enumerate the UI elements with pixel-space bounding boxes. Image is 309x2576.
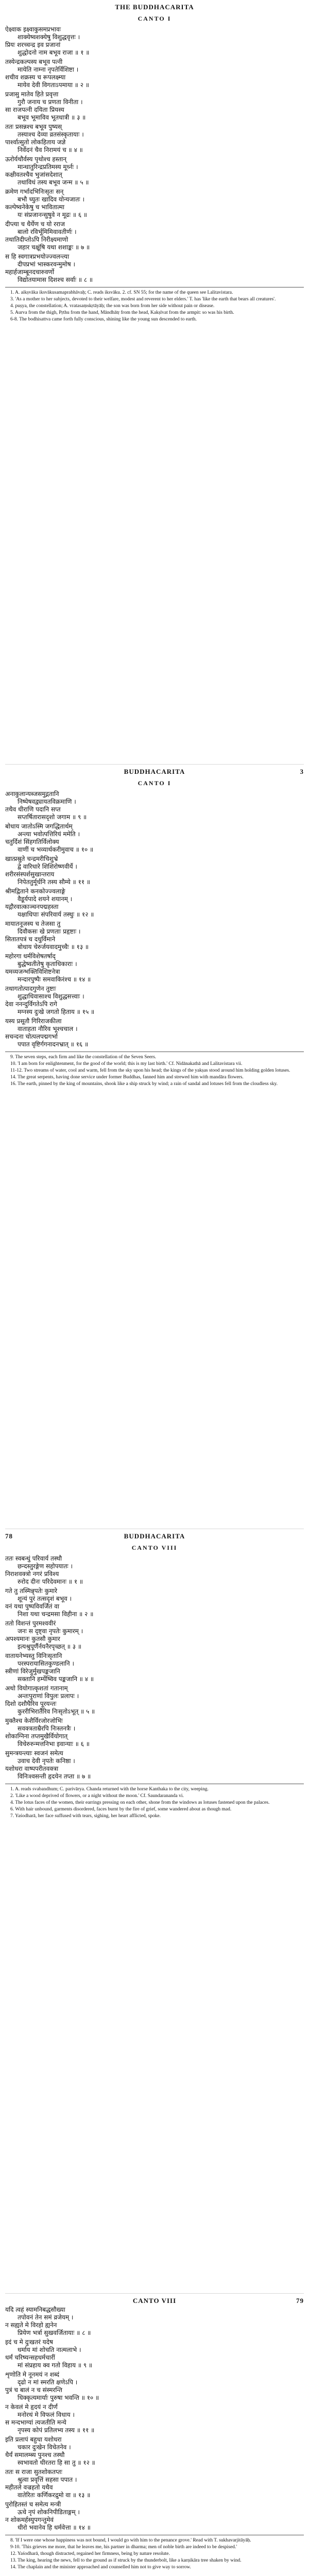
verse-line: न शोकमर्हस्युपगन्तुमेवं [5,2516,54,2523]
verse-line: छन्दस्तुरङ्गेण सहोपयातः । [18,1563,73,1570]
footnote: 7. Yaśodharā, her face suffused with tears, sighing, her heart afflicted, spoke. [10,1814,161,1819]
verse-line: चतुर्दिशं सिंहगतिर्विलोक्य [5,838,59,845]
verse-line: शोकाग्निना तप्तमुखैर्वियोगात् [5,1733,68,1740]
verse-line: दीप्त्या च धैर्येण च यो रराज [5,221,65,228]
footnote: 9. The seven steps, each firm and like the constellation of the Seven Seers. [10,1055,157,1060]
verse-line: उवाच देवी नृपतेः कनिष्ठा । [18,1757,75,1765]
verse-line: वातायनेभ्यस्तु विनिःसृतानि [5,1652,62,1659]
running-head [5,2,304,12]
running-head [5,1531,304,1541]
verse-line: अन्तःपुराणां विपुलः प्रलापः । [18,1692,79,1700]
verse-line: शरीरसंस्पर्शसुखान्तराय [5,871,55,878]
footnotes [5,1052,304,1087]
verse-line: दृढो न मां स्मरति क्षणेऽपि । [18,2379,78,2386]
verse-line: तस्येन्द्रकल्पस्य बभूव पत्नी [5,58,63,65]
verse-line: शृणोति मे नूनमयं न शब्दं [5,2371,60,2378]
verse-line: ततः स राजा सुतशोकतप्तः [5,2468,62,2476]
footnote: 16. The earth, pinned by the king of mountains, shook like a ship struck by wind; a rain of sandal and lotuses fell from the cloudless sky. [10,1081,278,1087]
verse-line: पपात वृष्टिर्गगनादनभ्रात् ॥ १६ ॥ [18,1041,89,1048]
verse-line: तथैव धीराणि पदानि सप्त [5,806,61,813]
verse-line: शचीव शक्रस्य च रूपलक्ष्म्या [5,74,66,81]
footnote: 4. The lotus faces of the women, their earrings pressing on each other, shone from the windows as lotuses fastened upon the palaces. [10,1800,270,1805]
verse-stanza [5,888,304,919]
verse-line: सुमन्त्रयन्त्याः स्वजनं समेत्य [5,1750,63,1757]
verse-stanza [5,1685,304,1716]
verse-stanza [5,2436,304,2467]
verse-line: वैडूर्यपादे शयने शयानम् । [18,895,73,903]
verse-line: यस्य प्रसूतौ गिरिराजकीला [5,1018,62,1025]
verse-line: स मन्दभाग्यां त्यजतीति मन्ये [5,2419,66,2426]
verse-line: तथागतोत्पादगुणेन तुष्टाः [5,985,56,992]
verse-line: स्त्रीणां विरेजुर्मुखपङ्कजानि [5,1668,60,1675]
verse-line: धर्मं चरिष्यन्सहधर्मचारीं [5,2354,55,2361]
verse-line: सा राजपत्नी दयिता प्रियस्य [5,106,64,113]
page-number-right: 79 [296,2297,304,2304]
verse-line: पुत्रं च बालं न च संस्मरन्ति [5,2386,63,2394]
verse-line: ततो विशन्तं पुरमश्ववीरं [5,1620,56,1627]
verse-line: बुद्धेष्वतीतेषु कृताधिकाराः । [18,960,77,968]
verse-line: क्रमेण गर्भादभिनिःसृतः सन् [5,188,64,195]
verse-line: विद्योतयामास दिशश्च सर्वाः ॥ ८ ॥ [18,276,93,283]
verse-stanza [5,1587,304,1618]
verse-line: धैर्यं समालम्ब्य पुनश्च तस्थौ [5,2451,65,2459]
verse-line: शून्यं पुरं तत्सदृशं बभूव । [18,1595,72,1602]
verse-line: श्रुत्वा प्रवृत्तिं सहसा पपात । [18,2476,77,2483]
verse-line: तथातिदीप्तोऽपि निरीक्ष्यमाणो [5,236,68,243]
verse-line: बभौ च्युतः खादिव योन्यजातः । [18,196,85,203]
footnote: 13. The king, hearing the news, fell to the ground as if struck by the thunderbolt, like a karṇikāra tree shaken by wind. [10,2558,242,2563]
verse-stanza [5,1555,304,1586]
verse-line: मायातनूजस्य च तेजसा तु [5,920,61,927]
running-title: THE BUDDHACARITA [115,3,194,11]
verse-line: मायेति नाम्ना नृपतेर्विशिष्टा । [18,66,79,73]
running-head [5,2296,304,2306]
footnote: 1. A. reads svabandhum; C. parivārya. Chanda returned with the horse Kanthaka to the city, weeping. [10,1787,209,1792]
verse-line: खात्प्रस्रुते चन्द्रमरीचिशुभ्रे [5,855,58,862]
verse-line: सवक्त्रताम्रैरपि निःस्तनत्रैः । [18,1725,76,1732]
running-title: CANTO VIII [132,2297,177,2304]
verse-stanza [5,2306,304,2337]
verse-line: श्रीमद्विताने कनकोज्ज्वलाङ्गे [5,888,65,895]
verse-stanza [5,26,304,57]
footnote: 9-10. 'This grieves me more, that he leaves me, his partner in dharma; men of noble birth are indeed to be despised.' [10,2545,237,2550]
verse-line: मान्धातुरिन्द्रप्रतिमस्य मूर्ध्नः । [18,163,78,171]
footnote: 11-12. Two streams of water, cool and warm, fell from the sky upon his head; the kings of the yakṣas stood around him holding golden lotuses. [10,1068,290,1073]
verse-stanza [5,790,304,821]
verse-line: अन्त्या भवोत्पत्तिरियं ममेति । [18,831,80,838]
verse-line: ऐक्ष्वाक इक्ष्वाकुसमप्रभावः [5,26,61,33]
verse-line: जहार चक्षूंषि यथा शशाङ्कः ॥ ७ ॥ [18,244,90,251]
verse-line: न सह्यते मे विरहो ह्यनेन [5,2321,57,2329]
verse-line: बभूव भूमाविव भूतधात्री ॥ ३ ॥ [18,114,86,121]
verse-line: मनोरथं मे विफलं विधाय । [18,2411,75,2418]
verse-line: महार्हजाम्बूनदचारुवर्णो [5,268,55,276]
verse-stanza [5,123,304,154]
verse-line: निष्पेषवद्व्यायतविक्रमाणि । [18,798,76,805]
verse-line: इति प्रलापं बहुधा यशोधरा [5,2436,62,2443]
verse-line: निर्वेदनं चैव निरामयं च ॥ ४ ॥ [18,146,83,154]
verse-line: निपेततुर्मूर्धनि तस्य सौम्ये ॥ ११ ॥ [18,878,91,886]
verse-line: गुरौ जनाय च प्रणता विनीता । [18,98,83,106]
canto-heading: CANTO I [138,15,171,22]
page-number-right: 3 [300,768,304,775]
verse-stanza [5,221,304,251]
verse-line: यशोधरा वाष्पपरीतवक्त्रा [5,1765,59,1772]
verse-line: मायेव देवी विगताऽपमाया ॥ २ ॥ [18,81,90,89]
verse-line: सक्तानि हर्म्येष्विव पङ्कजानि ॥ ४ ॥ [18,1675,94,1683]
verse-line: अनाकुलान्यब्जसमुद्गतानि [5,790,59,798]
verse-line: शुद्धोदनो नाम बभूव राजा ॥ १ ॥ [18,49,90,56]
verse-line: देवा ननन्दुर्विगतेऽपि रागे [5,1001,57,1008]
verse-line: चकार दुःखेन विचेतनेव । [18,2444,71,2451]
verse-line: वातेरितः कर्णिकरद्रुमो वा ॥ १३ ॥ [18,2492,91,2499]
verse-line: महोरगा धर्मविशेषतर्षाद् [5,953,56,960]
verse-line: बोधाय जातोऽस्मि जगद्धितार्थम् [5,823,73,830]
verse-line: वनं यथा पुष्पविवर्जितं वा [5,1603,60,1610]
verse-line: वाणीं च भव्यार्थकरीमुवाच ॥ १० ॥ [18,846,94,853]
verse-line: धिक्कृत्यमार्याः पुरुषा भवन्ति ॥ १० ॥ [18,2394,99,2401]
verse-line: प्रियेण भर्त्रा सुखवर्जितायाः ॥ ८ ॥ [18,2329,91,2336]
verse-line: तस्याश्च देव्या व्रतसंस्कृतायाः । [18,131,84,138]
verse-stanza [5,2338,304,2369]
canto-heading: CANTO VIII [131,1544,178,1551]
verse-line: पुरोहितस्तं च समेत्य मन्त्री [5,2501,61,2508]
verse-line: विनिःश्वसन्ती हृदयेन तप्ता ॥ ७ ॥ [18,1773,91,1780]
verse-stanza [5,1652,304,1683]
verse-line: कल्पेष्वनेकेषु च भावितात्मा [5,204,65,211]
canto-heading: CANTO I [138,779,171,787]
verse-line: परस्परायासितकुण्डलानि । [18,1660,75,1667]
verse-line: तपोवनं तेन समं व्रजेयम् । [18,2314,74,2321]
verse-line: जनः स दृष्ट्वा नृपतेः कुमारम् । [18,1628,83,1635]
verse-line: धर्माय मां शोचति नात्मलाभे । [18,2346,81,2353]
verse-line: ततः स्वबन्धुं परिवार्य तस्थौ [5,1555,62,1562]
footnote: 6. With hair unbound, garments disordered, faces burnt by the fire of grief, some wandered about as though mad. [10,1807,232,1812]
verse-line: यदि त्वहं स्यामनिबद्धसौख्या [5,2306,65,2313]
verse-line: दिशो दशौघैरिव पूरयन्तः [5,1700,57,1707]
verse-line: धीरो भवानेव हि धर्मवेत्ता ॥ १४ ॥ [18,2524,91,2531]
running-title: BUDDHACARITA [124,768,185,775]
footnote: 14. The great serpents, having done service under former Buddhas, fanned him and strewed him with mandāra flowers. [10,1075,244,1080]
footnote: 3. 'As a mother to her subjects, devoted to their welfare, modest and reverent to her elders.' T. has 'like the earth that bears all creatures'. [10,297,276,302]
verse-line: मन्दारपुष्पैः समवाकिरंश्च ॥ १४ ॥ [18,976,91,983]
running-title: BUDDHACARITA [124,1532,185,1540]
verse-stanza [5,1750,304,1781]
verse-line: दिवौकसः खे प्रणताः प्रहृष्टाः । [18,928,81,935]
verse-line: स्वभावतो धीरतरा हि सा तु ॥ १२ ॥ [18,2459,95,2466]
footnote: 2. 'Like a wood deprived of flowers, or a night without the moon.' Cf. Saundarananda vi. [10,1793,184,1799]
verse-line: गते तु तस्मिन्नृपतेः कुमारे [5,1587,57,1595]
verse-stanza [5,985,304,1016]
footnotes [5,287,304,323]
verse-stanza [5,58,304,89]
verse-line: इत्यश्रुपूर्णैर्नयनैरपृच्छत् ॥ ३ ॥ [18,1643,82,1650]
verse-line: रुरोद दीनः परिदेवमानः ॥ १ ॥ [18,1578,83,1585]
verse-line: सप्तर्षितारासदृशो जगाम ॥ ९ ॥ [18,814,87,821]
verse-line: महीतले वज्रहतो यथैव [5,2484,53,2491]
verse-line: शाक्येष्वशक्येषु विशुद्धवृत्तः । [18,33,80,41]
verse-line: वाताहता नौरिव भूश्चचाल । [18,1025,78,1032]
verse-line: तथाविधं तस्य बभूव जन्म ॥ ५ ॥ [18,179,89,186]
verse-line: सचन्दना चोत्पलपद्मगर्भा [5,1033,58,1040]
verse-line: कुररीभिरार्तैरिव निःसृतोऽभूत् ॥ ५ ॥ [18,1708,95,1715]
verse-line: सितातपत्रं च दधुर्विमाने [5,936,56,943]
verse-stanza [5,823,304,854]
verse-line: स हि स्वगात्रप्रभयोज्ज्वलन्त्या [5,253,70,260]
verse-stanza [5,1717,304,1748]
verse-line: विचेरुरुन्मत्तनिभा इवान्याः ॥ ६ ॥ [18,1740,90,1748]
verse-stanza [5,953,304,984]
footnote: 12. Yaśodharā, though distracted, regained her firmness, being by nature resolute. [10,2551,170,2556]
verse-stanza [5,253,304,284]
footnote: 4. puṣya, the constellation; A. vratasaṃskṛtāyāḥ; the son was born from her side without pain or disease. [10,303,215,309]
verse-line: अथो वियोगात्कृशतां गतानाम् [5,1685,68,1692]
verse-line: मग्नस्य दुःखे जगतो हिताय ॥ १५ ॥ [18,1008,95,1015]
footnote: 8. 'If I were one whose happiness was not bound, I would go with him to the penance grove.' Read with T. sukhavarjitāyāḥ. [10,2538,251,2543]
verse-line: नृपस्य कोपं प्रतिलभ्य तस्य ॥ ११ ॥ [18,2427,95,2434]
verse-stanza [5,920,304,951]
running-head [5,767,304,777]
verse-stanza [5,2403,304,2434]
verse-line: यक्षाधिपाः संपरिवार्य तस्थुः ॥ १२ ॥ [18,911,94,918]
verse-line: न केवलं मे हृदयं न दीर्णं [5,2403,58,2411]
verse-line: यमव्यजन्भक्तिविशिष्टनेत्रा [5,968,60,975]
verse-stanza [5,1620,304,1651]
verse-line: बालो रविर्भूमिमिवावतीर्णः । [18,228,77,235]
verse-stanza [5,855,304,886]
verse-line: प्रियः शरच्चन्द्र इव प्रजानां [5,41,61,48]
verse-line: मुक्तैश्च केशैर्विरजोरजोभिः [5,1717,63,1724]
verse-line: कक्षीवतश्चैव भुजांसदेशात् [5,171,62,178]
verse-line: शुद्धाधिवासाश्च विशुद्धसत्त्वाः । [18,993,84,1000]
book-page [5,2294,304,2576]
verse-stanza [5,156,304,187]
verse-line: यद्गौरवात्काञ्चनपद्महस्ता [5,903,59,910]
verse-line: ऊचे नृपं शोकनिपीडिताङ्गम् । [18,2509,80,2516]
footnotes [5,2535,304,2570]
verse-line: मां संप्रहाय क्व गतो विहाय ॥ ९ ॥ [18,2362,93,2369]
book-page [5,0,304,765]
footnote: 10. 'I am born for enlightenment, for the good of the world; this is my last birth.' Cf. Nidānakathā and Lalitavistara vii. [10,1061,243,1066]
verse-line: द्वे वारिधारे शिशिरोष्णवीर्ये । [18,863,77,870]
verse-line: बोधाय चेरुर्जयवादमुच्चैः ॥ १३ ॥ [18,943,89,951]
verse-line: प्रजासु मातेव हिते प्रवृत्ता [5,91,59,98]
verse-stanza [5,1018,304,1048]
footnote: 6-8. The bodhisattva came forth fully conscious, shining like the young sun descended to earth. [10,317,197,322]
footnote: 5. Aurva from the thigh, Pṛthu from the hand, Māndhātṛ from the head, Kakṣīvat from the armpit: so was his birth. [10,310,234,315]
book-page [5,765,304,1529]
footnotes [5,1784,304,1819]
footnote: 14. The chaplain and the minister approached and counselled him not to give way to sorrow. [10,2565,191,2570]
verse-line: निराशवक्त्रो नगरं प्रविश्य [5,1570,59,1578]
book-page [5,1529,304,2294]
verse-stanza [5,2501,304,2532]
verse-line: ततः प्रसन्नश्च बभूव पुष्यस् [5,123,62,130]
verse-line: अपश्यमानः कुतसौ कुमार [5,1635,60,1642]
verse-stanza [5,2371,304,2402]
footnote: 1. A. aikṣvāka iksvākusamaprabhāvaḥ; C. reads iksvāku. 2. cf. SN 55; for the name of the queen see Lalitavistara. [10,290,233,295]
verse-line: यः संप्रजानन्सुषुवे न मूढः ॥ ६ ॥ [18,211,88,218]
verse-line: निशा यथा चन्द्रमसा विहीना ॥ २ ॥ [18,1611,94,1618]
verse-stanza [5,2468,304,2499]
verse-line: दीपप्रभां भास्करवन्मुमोष । [18,261,76,268]
verse-line: पार्श्वात्सुतो लोकहिताय जज्ञे [5,139,66,146]
page-number-left: 78 [5,1532,13,1540]
verse-line: इदं च मे दुःखतरं यदेष [5,2338,53,2346]
verse-line: ऊरोर्यथौर्वस्य पृथोश्च हस्तान् [5,156,67,163]
verse-stanza [5,188,304,219]
verse-stanza [5,91,304,122]
